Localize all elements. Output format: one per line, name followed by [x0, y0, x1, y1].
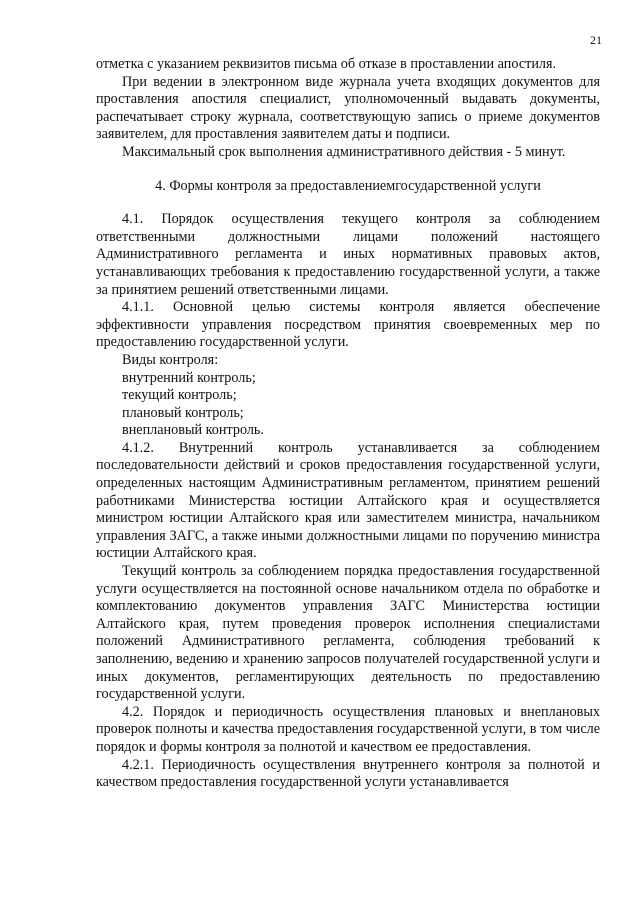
paragraph: При ведении в электронном виде журнала учета входящих документов для проставления апостиля специалист, уполномоченный выдавать документы, распечатывает строку журнала, соответствующую запись о приеме документов заявителем, для проставления заявителем даты и подписи.: [96, 73, 600, 143]
list-item: текущий контроль;: [122, 387, 237, 404]
paragraph: Максимальный срок выполнения административного действия - 5 минут.: [122, 143, 566, 160]
section-heading: 4. Формы контроля за предоставлениемгосударственной услуги: [155, 177, 541, 194]
list-item: внеплановый контроль.: [122, 422, 264, 439]
paragraph: 4.2. Порядок и периодичность осуществления плановых и внеплановых проверок полноты и качества предоставления государственной услуги, в том числе порядок и формы контроля за полнотой и качеством ее предоставления.: [96, 703, 600, 755]
paragraph: 4.1. Порядок осуществления текущего контроля за соблюдением ответственными должностными лицами положений настоящего Административного регламента и иных нормативных правовых актов, устанавливающих требования к предоставлению государственной услуги, а также за принятием решений ответственными лицами.: [96, 211, 600, 298]
document-body: [96, 56, 600, 792]
paragraph: 4.1.1. Основной целью системы контроля является обеспечение эффективности управления посредством принятия своевременных мер по предоставлению государственной услуги.: [96, 299, 600, 351]
list-item: плановый контроль;: [122, 404, 244, 421]
paragraph: 4.1.2. Внутренний контроль устанавливается за соблюдением последовательности действий и сроков предоставления государственной услуги, определенных настоящим Административным регламентом, принятием решений работниками Министерства юстиции Алтайского края и осуществляется министром юстиции Алтайского края или заместителем министра, начальником управления ЗАГС, а также иными должностными лицами по поручению министра юстиции Алтайского края.: [96, 439, 600, 562]
paragraph: отметка с указанием реквизитов письма об отказе в проставлении апостиля.: [96, 56, 557, 72]
paragraph: Текущий контроль за соблюдением порядка предоставления государственной услуги осуществляется на постоянной основе начальником отдела по обработке и комплектованию документов управления ЗАГС Министерства юстиции Алтайского края, путем проведения проверок исполнения специалистами положений Административного регламента, соблюдения требований к заполнению, ведению и хранению запросов получателей государственной услуги и иных документов, регламентирующих деятельность по предоставлению государственной услуги.: [96, 563, 600, 703]
list-heading: Виды контроля:: [122, 351, 219, 368]
list-item: внутренний контроль;: [122, 369, 256, 386]
page-number: 21: [590, 33, 602, 47]
paragraph: 4.2.1. Периодичность осуществления внутреннего контроля за полнотой и качеством предоставления государственной услуги устанавливается: [96, 756, 600, 791]
